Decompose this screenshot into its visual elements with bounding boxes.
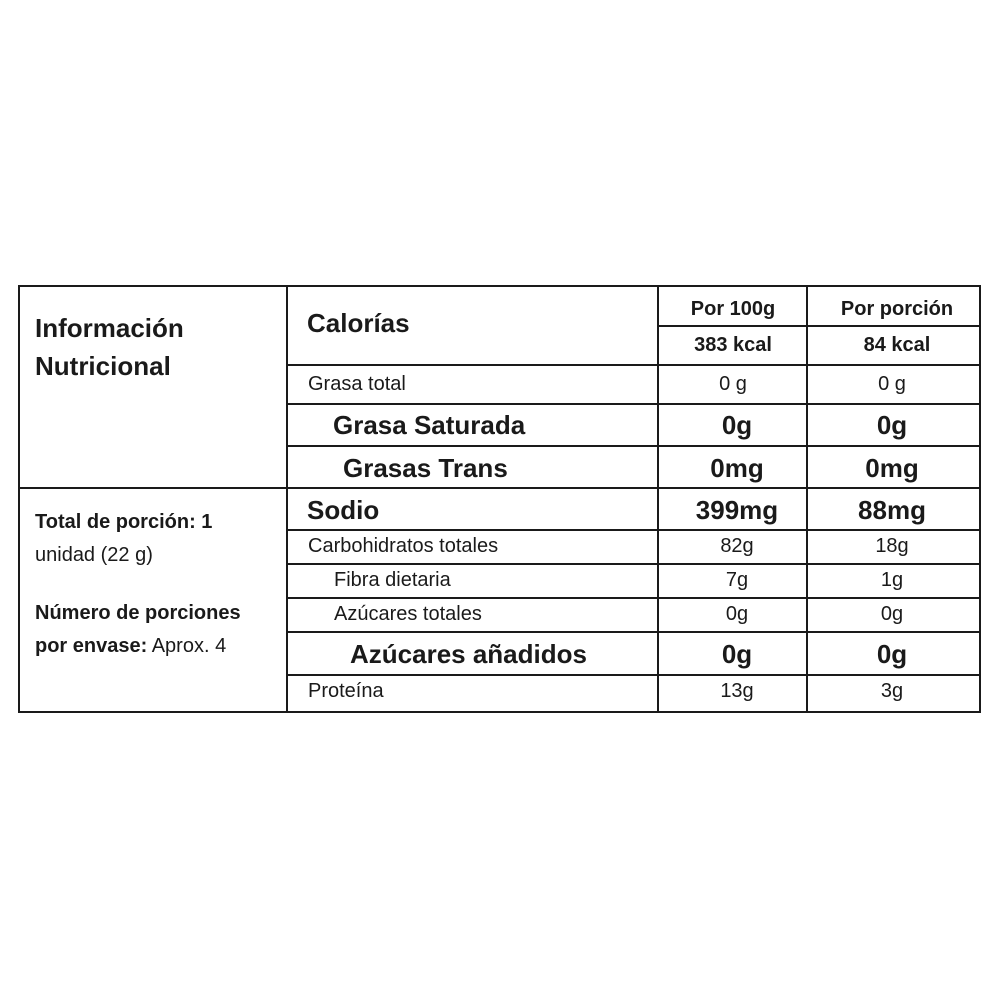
nutrient-perserving: 1g <box>880 569 904 591</box>
nutrient-label: Grasa total <box>308 373 406 395</box>
nutrient-label: Grasas Trans <box>343 453 508 483</box>
servings-per-container <box>35 597 241 663</box>
nutrient-perserving: 0mg <box>865 453 919 483</box>
per100-header: Por 100g <box>690 298 776 320</box>
perserving-header: Por porción <box>840 298 954 320</box>
nutrient-per100: 0g <box>721 410 753 440</box>
nutrient-label: Fibra dietaria <box>334 569 451 591</box>
serving-total-label: Total de porción: 1 <box>35 511 213 533</box>
divider-row <box>286 364 981 366</box>
per100-kcal: 383 kcal <box>694 334 772 356</box>
nutrient-label: Azúcares totales <box>334 603 482 625</box>
nutrient-per100: 0g <box>721 639 753 669</box>
calories-label: Calorías <box>307 308 410 338</box>
nutrient-label: Grasa Saturada <box>333 410 526 440</box>
nutrient-perserving: 0g <box>876 639 908 669</box>
nutrient-per100: 0 g <box>719 373 747 395</box>
nutrient-per100: 0mg <box>710 453 764 483</box>
nutrient-label: Azúcares añadidos <box>350 639 587 669</box>
servings-count-label-1: Número de porciones <box>35 602 241 624</box>
nutrient-label: Proteína <box>308 680 384 702</box>
nutrient-per100: 399mg <box>695 495 779 525</box>
nutrient-per100: 0g <box>725 603 749 625</box>
divider-row <box>286 597 981 599</box>
nutrient-per100: 82g <box>720 535 754 557</box>
nutrient-perserving: 0 g <box>878 373 906 395</box>
divider-row <box>286 674 981 676</box>
nutrient-per100: 7g <box>725 569 749 591</box>
nutrient-perserving: 3g <box>880 680 904 702</box>
perserving-kcal: 84 kcal <box>863 334 931 356</box>
divider-perserving-column <box>806 285 808 713</box>
divider-row <box>286 563 981 565</box>
servings-count-value: Aprox. 4 <box>147 635 227 657</box>
nutrient-perserving: 0g <box>876 410 908 440</box>
nutrient-perserving: 18g <box>875 535 909 557</box>
nutrient-perserving: 0g <box>880 603 904 625</box>
nutrient-label: Carbohidratos totales <box>308 535 499 557</box>
divider-left-column <box>286 285 288 713</box>
divider-section <box>18 487 981 489</box>
nutrient-per100: 13g <box>720 680 754 702</box>
nutrient-label: Sodio <box>307 495 380 525</box>
divider-row <box>286 403 981 405</box>
servings-count-label-2: por envase: <box>35 635 148 657</box>
divider-row <box>286 445 981 447</box>
label-title-line1: Información <box>35 313 184 343</box>
label-title <box>35 309 184 385</box>
divider-row <box>286 529 981 531</box>
label-title-line2: Nutricional <box>35 351 171 381</box>
nutrient-perserving: 88mg <box>858 495 926 525</box>
divider-kcal-header <box>657 325 981 327</box>
serving-total-value: unidad (22 g) <box>35 544 153 566</box>
serving-info <box>35 506 212 572</box>
divider-per100-column <box>657 285 659 713</box>
divider-row <box>286 631 981 633</box>
